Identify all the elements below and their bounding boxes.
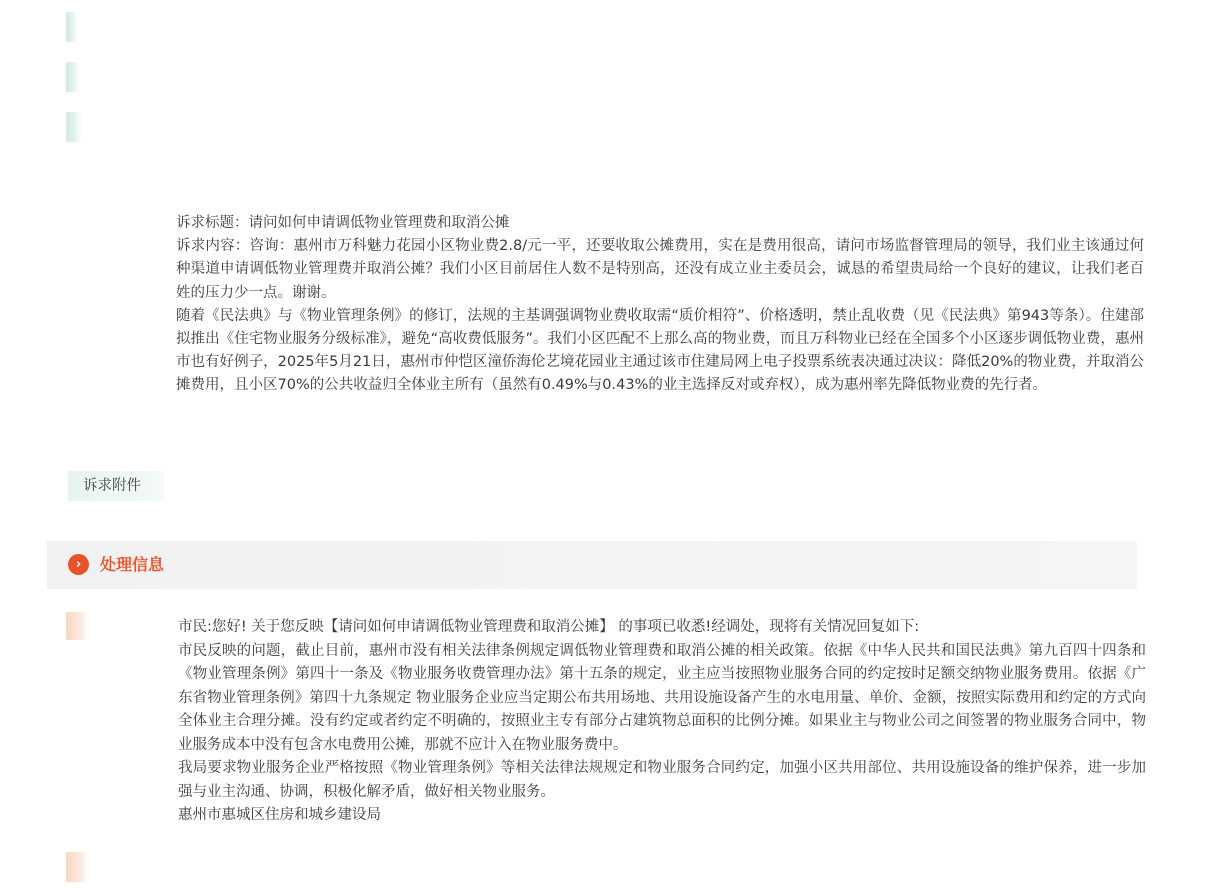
reply-body: 市民反映的问题，截止目前，惠州市没有相关法律条例规定调低物业管理费和取消公摊的相关政策。依据《中华人民共和国民法典》第九百四十四条和《物业管理条例》第四十一条及《物业服务收费管理办法》第十五条的规定，业主应当按照物业服务合同的约定按时足额交纳物业服务费用。依据《广东省物业管理条例》第四十九条规定 物业服务企业应当定期公布共用场地、共用设施设备产生的水电用量、单价、金额，按照实际费用和约定的方式向全体业主合理分摊。没有约定或者约定不明确的，按照业主专有部分占建筑物总面积的比例分摊。如果业主与物业公司之间签署的物业服务合同中，物业服务成本中没有包含水电费用公摊，那就不应计入在物业服务费中。 bbox=[178, 642, 1146, 753]
blurred-label-placeholder bbox=[66, 62, 80, 92]
blurred-label-placeholder bbox=[66, 112, 82, 142]
blurred-label-placeholder bbox=[66, 12, 78, 42]
blurred-label-placeholder bbox=[66, 612, 88, 640]
request-details bbox=[176, 212, 1144, 398]
request-content: 诉求内容：咨询：惠州市万科魅力花园小区物业费2.8/元一平，还要收取公摊费用，实在是费用很高，请问市场监督管理局的领导，我们业主该通过何种渠道申请调低物业管理费并取消公摊？我们小区目前居住人数不是特别高，还没有成立业主委员会，诚恳的希望贵局给一个良好的建议，让我们老百姓的压力少一点。谢谢。 bbox=[176, 238, 1144, 301]
reply-closing: 我局要求物业服务企业严格按照《物业管理条例》等相关法律法规规定和物业服务合同约定，加强小区共用部位、共用设施设备的维护保养，进一步加强与业主沟通、协调，积极化解矛盾，做好相关物业服务。 bbox=[178, 760, 1146, 800]
request-context: 随着《民法典》与《物业管理条例》的修订，法规的主基调强调物业费收取需“质价相符”、价格透明，禁止乱收费（见《民法典》第943等条）。住建部拟推出《住宅物业服务分级标准》，避免“高收费低服务”。我们小区匹配不上那么高的物业费，而且万科物业已经在全国多个小区逐步调低物业费，惠州市也有好例子，2025年5月21日，惠州市仲恺区潼侨海伦艺境花园业主通过该市住建局网上电子投票系统表决通过决议：降低20%的物业费，并取消公摊费用，且小区70%的公共收益归全体业主所有（虽然有0.49%与0.43%的业主选择反对或弃权），成为惠州率先降低物业费的先行者。 bbox=[176, 307, 1144, 394]
blurred-label-placeholder bbox=[66, 852, 88, 882]
reply-greeting: 市民:您好! 关于您反映【请问如何申请调低物业管理费和取消公摊】 的事项已收悉!经调处，现将有关情况回复如下: bbox=[178, 619, 920, 635]
processing-section-header bbox=[47, 541, 1137, 589]
reply-signature: 惠州市惠城区住房和城乡建设局 bbox=[178, 807, 381, 823]
request-title: 诉求标题：请问如何申请调低物业管理费和取消公摊 bbox=[176, 215, 510, 231]
chevron-right-icon: › bbox=[68, 554, 89, 575]
attachments-label: 诉求附件 bbox=[68, 471, 164, 501]
processing-section-title: 处理信息 bbox=[100, 555, 165, 574]
official-reply bbox=[178, 616, 1146, 828]
